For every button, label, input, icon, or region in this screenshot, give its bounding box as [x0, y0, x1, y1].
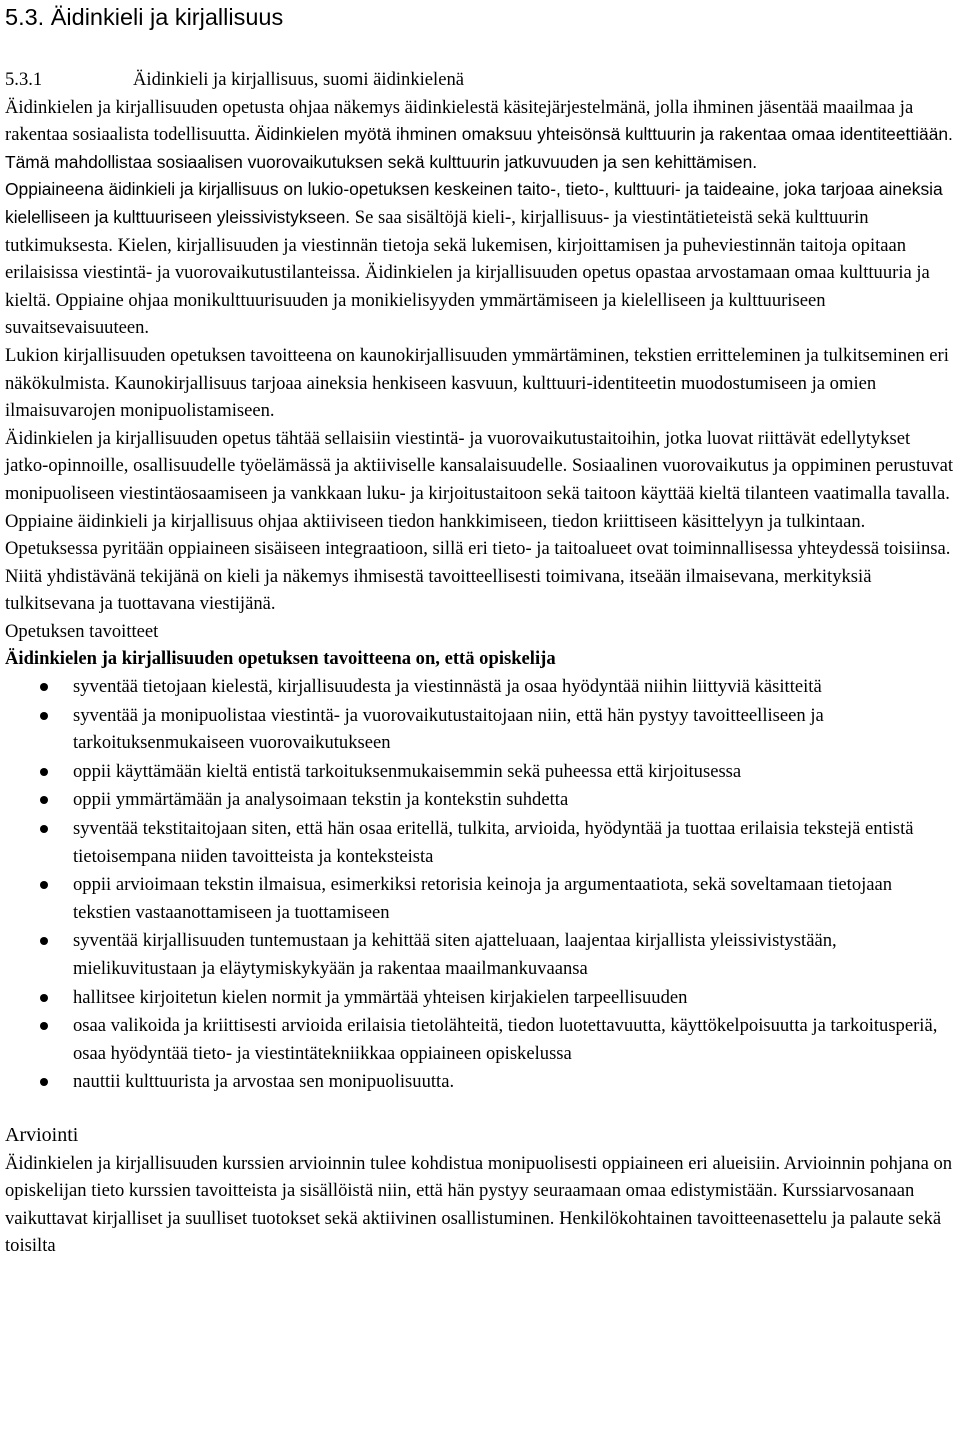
sentence: Oppiaine ohjaa monikulttuurisuuden ja monikielisyyden ymmärtämiseen ja kielelliseen ja kulttuuriseen suvaitsevaisuuteen.: [5, 289, 826, 339]
list-item-text: hallitsee kirjoitetun kielen normit ja ymmärtää yhteisen kirjakielen tarpeellisuuden: [73, 986, 688, 1008]
sentence: Henkilökohtainen tavoitteenasettelu ja palaute sekä toisilta: [5, 1207, 942, 1257]
sentence: Lukion kirjallisuuden opetuksen tavoitteena on kaunokirjallisuuden ymmärtäminen, tekstien erritteleminen ja tulkitseminen eri näkökulmista.: [5, 344, 949, 394]
list-item-text: osaa valikoida ja kriittisesti arvioida erilaisia tietolähteitä, tiedon luotettavuutta, käyttökelpoisuutta ja tarkoitusperiä, osaa hyödyntää tieto- ja viestintätekniikkaa oppiaineen opiskelussa: [73, 1015, 938, 1064]
assessment-heading: Arviointi: [5, 1123, 79, 1146]
list-item: [5, 927, 954, 982]
list-item: [5, 786, 954, 814]
sentence: Äidinkielen ja kirjallisuuden opetusta ohjaa näkemys äidinkielestä käsitejärjestelmänä, jolla ihminen jäsentää maailmaa ja rakentaa sosiaalista todellisuutta.: [5, 96, 914, 146]
list-item-text: syventää ja monipuolistaa viestintä- ja vuorovaikutustaitojaan niin, että hän pystyy tavoitteelliseen ja tarkoituksenmukaiseen vuorovaikutukseen: [73, 704, 824, 754]
goals-heading: Äidinkielen ja kirjallisuuden opetuksen tavoitteena on, että opiskelija: [5, 648, 556, 670]
list-item: [5, 702, 954, 757]
sentence: Sosiaalinen vuorovaikutus ja oppiminen perustuvat monipuoliseen viestintäosaamiseen ja vankkaan luku- ja kirjoitustaitoon sekä taitoon käyttää kieltä tilanteen vaatimalla tavalla.: [5, 455, 954, 504]
bullet-icon: [40, 768, 48, 776]
sentence: Oppiaineena äidinkieli ja kirjallisuus on lukio-opetuksen keskeinen taito-, tieto-, kulttuuri- ja taideaine, joka tarjoaa aineksia kielelliseen ja kulttuuriseen yleissivistykseen.: [5, 179, 943, 227]
goals-label: Opetuksen tavoitteet: [5, 620, 159, 642]
list-item-text: syventää tekstitaitojaan siten, että hän osaa eritellä, tulkita, arvioida, hyödyntää ja tuottaa erilaisia tekstejä entistä tietoisempana niiden tavoitteista ja konteksteista: [73, 818, 914, 867]
list-item: [5, 1068, 954, 1096]
subsection-title: [5, 66, 954, 94]
list-item-text: oppii ymmärtämään ja analysoimaan tekstin ja kontekstin suhdetta: [73, 789, 569, 811]
list-item: [5, 815, 954, 870]
list-item-text: oppii käyttämään kieltä entistä tarkoituksenmukaisemmin sekä puheessa että kirjoitusessa: [73, 760, 742, 782]
list-item-text: oppii arvioimaan tekstin ilmaisua, esimerkiksi retorisia keinoja ja argumentaatiota, sekä soveltamaan tietojaan tekstien vastaanottamiseen ja tuottamiseen: [73, 874, 893, 923]
bullet-icon: [40, 881, 48, 889]
intro-paragraph-4: [5, 425, 954, 535]
sentence: Se saa sisältöjä kieli-, kirjallisuus- ja viestintätieteistä sekä kulttuurin tutkimuksesta.: [5, 206, 869, 256]
list-item: [5, 1012, 954, 1067]
document-page: [0, 2, 960, 1432]
list-item-text: syventää kirjallisuuden tuntemustaan ja kehittää siten ajatteluaan, laajentaa kirjallista yleissivistystään, mielikuvitustaan ja eläytymiskykyään ja rakentaa maailmankuvaansa: [73, 930, 837, 979]
sentence: Opetuksessa pyritään oppiaineen sisäiseen integraatioon, sillä eri tieto- ja taitoalueet ovat toiminnallisessa yhteydessä toisiinsa.: [5, 538, 951, 560]
bullet-icon: [40, 683, 48, 691]
bullet-icon: [40, 1022, 48, 1030]
list-item-text: syventää tietojaan kielestä, kirjallisuudesta ja viestinnästä ja osaa hyödyntää niihin liittyviä käsitteitä: [73, 676, 822, 698]
bullet-icon: [40, 825, 48, 833]
section-title: 5.3. Äidinkieli ja kirjallisuus: [5, 4, 284, 30]
subsection-number: 5.3.1: [5, 69, 43, 90]
sentence: Äidinkielen ja kirjallisuuden opetus opastaa arvostamaan omaa kulttuuria ja kieltä.: [5, 262, 930, 311]
assessment-paragraph: [5, 1150, 954, 1260]
bullet-icon: [40, 1078, 48, 1086]
sentence: Äidinkielen ja kirjallisuuden kurssien arvioinnin tulee kohdistua monipuolisesti oppiaineen eri alueisiin.: [5, 1152, 781, 1174]
sentence: Kielen, kirjallisuuden ja viestinnän tietoja sekä lukemisen, kirjoittamisen ja puheviestinnän taitoja opitaan erilaisissa viestintä- ja vuorovaikutustilanteissa.: [5, 234, 907, 284]
list-item-text: nauttii kulttuurista ja arvostaa sen monipuolisuutta.: [73, 1071, 455, 1093]
sentence: Kaunokirjallisuus tarjoaa aineksia henkiseen kasvuun, kulttuuri-identiteetin muodostumiseen ja omien ilmaisuvarojen monipuolistamiseen.: [5, 372, 877, 422]
intro-paragraph-3: [5, 342, 954, 425]
sentence: Oppiaine äidinkieli ja kirjallisuus ohjaa aktiiviseen tiedon hankkimiseen, tiedon kriittiseen käsittelyyn ja tulkintaan.: [5, 510, 866, 532]
intro-paragraph-2: [5, 176, 954, 342]
list-item: [5, 984, 954, 1012]
sentence: Tämä mahdollistaa sosiaalisen vuorovaikutuksen sekä kulttuurin jatkuvuuden ja sen kehittämisen.: [5, 151, 758, 172]
intro-paragraph-5: [5, 535, 954, 618]
bullet-icon: [40, 712, 48, 720]
sentence: Arvioinnin pohjana on opiskelijan tieto kurssien tavoitteista ja sisällöistä niin, että hän pystyy seuraamaan omaa edistymistään.: [5, 1152, 953, 1202]
subsection-title-text: Äidinkieli ja kirjallisuus, suomi äidinkielenä: [133, 69, 465, 90]
sentence: Äidinkielen ja kirjallisuuden opetus tähtää sellaisiin viestintä- ja vuorovaikutustaitoihin, jotka luovat riittävät edellytykset jatko-opinnoille, osallisuudelle työelämässä ja aktiiviselle kansalaisuudelle.: [5, 427, 911, 477]
goals-list: [5, 673, 954, 1096]
bullet-icon: [40, 994, 48, 1002]
sentence: Äidinkielen myötä ihminen omaksuu yhteisönsä kulttuurin ja rakentaa omaa identiteettiään.: [254, 124, 953, 145]
sentence: Niitä yhdistävänä tekijänä on kieli ja näkemys ihmisestä tavoitteellisesti toimivana, itseään ilmaisevana, merkityksiä tulkitsevana ja tuottavana viestijänä.: [5, 565, 872, 615]
bullet-icon: [40, 796, 48, 804]
list-item: [5, 673, 954, 701]
list-item: [5, 758, 954, 786]
list-item: [5, 871, 954, 926]
sentence: Kurssiarvosanaan vaikuttavat kirjalliset ja suulliset tuotokset sekä aktiivinen osallistuminen.: [5, 1180, 915, 1229]
bullet-icon: [40, 937, 48, 945]
intro-paragraph-1: [5, 94, 954, 177]
